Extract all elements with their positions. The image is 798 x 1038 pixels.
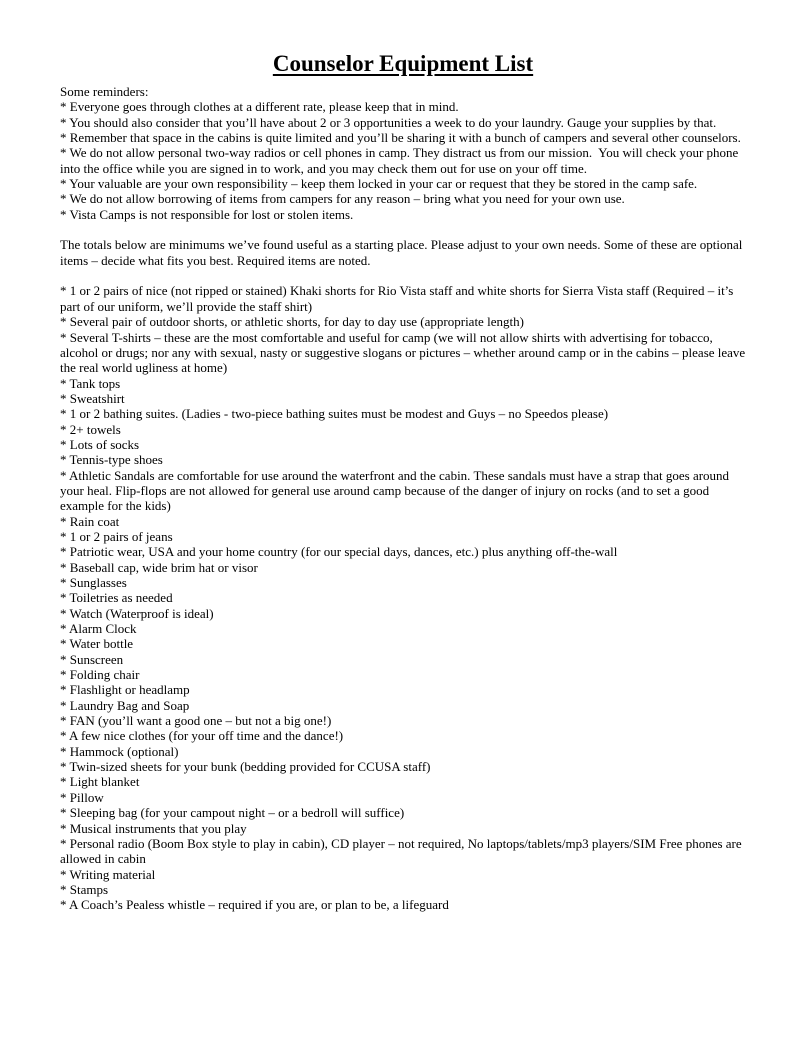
equipment-item: * Lots of socks	[60, 436, 140, 452]
reminders-list	[60, 99, 746, 222]
equipment-item: * Sunscreen	[60, 651, 124, 667]
equipment-item: * A few nice clothes (for your off time and the dance!)	[60, 728, 344, 744]
equipment-item: * 1 or 2 pairs of jeans	[60, 528, 173, 544]
equipment-item: * Light blanket	[60, 774, 140, 790]
equipment-item: * FAN (you’ll want a good one – but not a big one!)	[60, 713, 332, 729]
equipment-item: * Pillow	[60, 789, 104, 805]
blank-line	[60, 222, 746, 237]
reminder-item: * Your valuable are your own responsibility – keep them locked in your car or request that they be stored in the camp safe.	[60, 176, 698, 192]
equipment-item: * Rain coat	[60, 513, 120, 529]
equipment-item: * Sleeping bag (for your campout night – or a bedroll will suffice)	[60, 805, 405, 821]
reminder-item: * Everyone goes through clothes at a different rate, please keep that in mind.	[60, 99, 459, 115]
equipment-item: * Twin-sized sheets for your bunk (bedding provided for CCUSA staff)	[60, 759, 431, 775]
equipment-item: * Toiletries as needed	[60, 590, 173, 606]
equipment-item: * Sunglasses	[60, 575, 127, 590]
equipment-item: * Patriotic wear, USA and your home country (for our special days, dances, etc.) plus anything off-the-wall	[60, 544, 618, 560]
reminder-item: * We do not allow borrowing of items from campers for any reason – bring what you need for your own use.	[60, 191, 625, 207]
blank-line	[60, 268, 746, 283]
equipment-item: * Writing material	[60, 866, 156, 882]
equipment-item: * Tank tops	[60, 375, 121, 391]
equipment-item: * Musical instruments that you play	[60, 820, 247, 836]
equipment-item: * Personal radio (Boom Box style to play in cabin), CD player – not required, No laptops/tablets/mp3 players/SIM Free phones are allowed in cabin	[60, 835, 745, 867]
equipment-list	[60, 283, 749, 913]
reminder-item: * Vista Camps is not responsible for lost or stolen items.	[60, 206, 354, 222]
equipment-item: * Hammock (optional)	[60, 743, 179, 759]
equipment-item: * Folding chair	[60, 667, 140, 683]
equipment-item: * Sweatshirt	[60, 390, 125, 406]
reminder-item: * We do not allow personal two-way radios or cell phones in camp. They distract us from our mission. You will check your phone into the office while you are signed in to work, and you may check them out for use on your off time.	[60, 145, 742, 176]
equipment-item: * Watch (Waterproof is ideal)	[60, 605, 214, 621]
equipment-item: * A Coach’s Pealess whistle – required if you are, or plan to be, a lifeguard	[60, 897, 449, 913]
equipment-item: * Several pair of outdoor shorts, or athletic shorts, for day to day use (appropriate length)	[60, 314, 524, 330]
totals-note: The totals below are minimums we’ve found useful as a starting place. Please adjust to your own needs. Some of these are optional items – decide what fits you best. Required items are noted.	[60, 237, 746, 268]
page-title: Counselor Equipment List	[272, 51, 534, 76]
equipment-item: * Stamps	[60, 881, 109, 897]
equipment-item: * 1 or 2 pairs of nice (not ripped or stained) Khaki shorts for Rio Vista staff and white shorts for Sierra Vista staff (Required – it’s part of our uniform, we’ll provide the staff shirt)	[60, 283, 737, 314]
equipment-item: * 2+ towels	[60, 421, 121, 437]
reminders-heading: Some reminders:	[60, 84, 149, 99]
equipment-item: * 1 or 2 bathing suites. (Ladies - two-piece bathing suites must be modest and Guys – no Speedos please)	[60, 406, 609, 422]
equipment-item: * Water bottle	[60, 636, 134, 652]
reminder-item: * You should also consider that you’ll have about 2 or 3 opportunities a week to do your laundry. Gauge your supplies by that.	[60, 114, 717, 130]
reminder-item: * Remember that space in the cabins is quite limited and you’ll be sharing it with a bunch of campers and several other counselors.	[60, 130, 741, 146]
equipment-item: * Several T-shirts – these are the most comfortable and useful for camp (we will not allow shirts with advertising for tobacco, alcohol or drugs; nor any with sexual, nasty or suggestive slogans or pictures – whether around camp or in the cabins – please leave the real world ugliness at home)	[60, 329, 749, 376]
equipment-item: * Baseball cap, wide brim hat or visor	[60, 559, 258, 575]
equipment-item: * Tennis-type shoes	[60, 452, 163, 468]
equipment-item: * Flashlight or headlamp	[60, 682, 190, 698]
equipment-item: * Laundry Bag and Soap	[60, 697, 190, 713]
document-body	[60, 84, 749, 913]
equipment-item: * Athletic Sandals are comfortable for use around the waterfront and the cabin. These sandals must have a strap that goes around your heal. Flip-flops are not allowed for general use around camp because of the danger of injury on rocks (and to set a good example for the kids)	[60, 467, 733, 514]
equipment-item: * Alarm Clock	[60, 621, 137, 637]
